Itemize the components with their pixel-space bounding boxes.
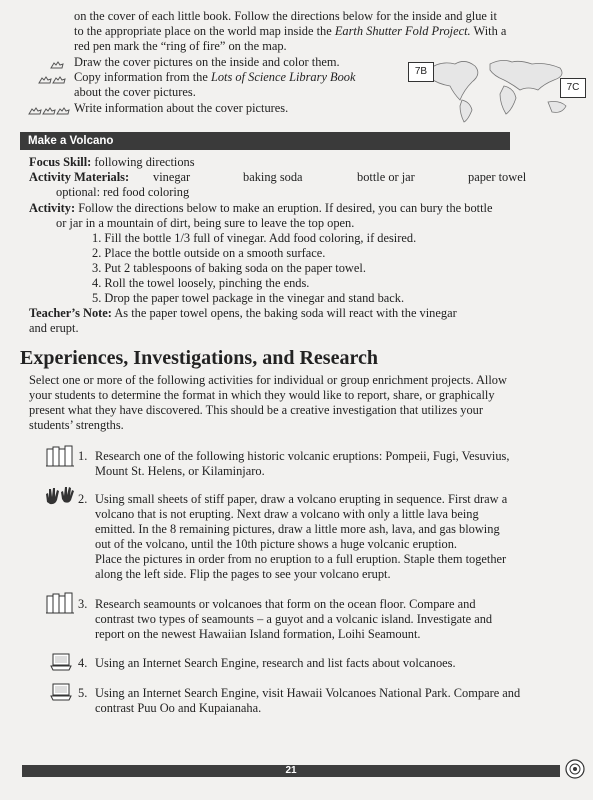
activity-step: 4. Roll the towel loosely, pinching the ends. <box>92 276 310 290</box>
books-icon <box>46 592 74 619</box>
world-map-icon <box>420 50 580 130</box>
step-text: Write information about the cover pictures. <box>74 101 289 115</box>
item-text: contrast Puu Oo and Kupaianaha. <box>95 701 262 715</box>
item-text: out of the volcano, until the 10th picture shows a huge volcanic eruption. <box>95 537 457 551</box>
intro-line: Select one or more of the following activities for individual or group enrichment projects. Allow <box>29 373 507 387</box>
books-icon <box>46 445 74 472</box>
activity-step: 5. Drop the paper towel package in the vinegar and stand back. <box>92 291 405 305</box>
page-footer <box>22 765 560 777</box>
focus-skill: Focus Skill: following directions <box>29 155 195 169</box>
step-text: about the cover pictures. <box>74 85 196 99</box>
page-number: 21 <box>285 765 297 776</box>
item-text: Using small sheets of stiff paper, draw a volcano erupting in sequence. First draw a <box>95 492 508 506</box>
item-text: Using an Internet Search Engine, visit Hawaii Volcanoes National Park. Compare and <box>95 686 521 700</box>
activity-step: 2. Place the bottle outside on a smooth surface. <box>92 246 326 260</box>
item-text: Using an Internet Search Engine, research and list facts about volcanoes. <box>95 656 456 670</box>
item-number: 5. <box>78 686 88 700</box>
text-line: on the cover of each little book. Follow the directions below for the inside and glue it <box>74 9 497 23</box>
item-number: 1. <box>78 449 88 463</box>
handprints-icon <box>44 484 76 511</box>
item-text: emitted. In the 8 remaining pictures, draw a little more ash, lava, and gas blowing <box>95 522 500 536</box>
section-header: Make a Volcano <box>20 132 510 150</box>
map-label: 7B <box>408 62 434 82</box>
item-text: report on the newest Hawaiian Island formation, Loihi Seamount. <box>95 627 421 641</box>
item-text: Place the pictures in order from no eruption to a full eruption. Staple them together <box>95 552 507 566</box>
item-text: Research seamounts or volcanoes that form on the ocean floor. Compare and <box>95 597 476 611</box>
hands-icon <box>38 72 66 90</box>
activity-text: Activity: Follow the directions below to make an eruption. If desired, you can bury the bottle <box>29 201 493 215</box>
item-text: along the left side. Flip the pages to see your volcano erupt. <box>95 567 391 581</box>
item-number: 4. <box>78 656 88 670</box>
material-item: baking soda <box>243 170 303 184</box>
hands-icon <box>28 103 70 121</box>
activity-step: 1. Fill the bottle 1/3 full of vinegar. Add food coloring, if desired. <box>92 231 417 245</box>
publisher-logo-icon <box>565 759 585 784</box>
material-item: bottle or jar <box>357 170 415 184</box>
step-text: Copy information from the Lots of Science Library Book <box>74 70 356 84</box>
item-number: 2. <box>78 492 88 506</box>
item-number: 3. <box>78 597 88 611</box>
item-text: Research one of the following historic volcanic eruptions: Pompeii, Fugi, Vesuvius, <box>95 449 510 463</box>
intro-line: your students to determine the format in which they would like to report, share, or graphically <box>29 388 495 402</box>
text-line: red pen mark the “ring of fire” on the map. <box>74 39 287 53</box>
material-optional: optional: red food coloring <box>56 185 190 199</box>
materials-label: Activity Materials: <box>29 170 130 184</box>
activity-text: or jar in a mountain of dirt, being sure to leave the top open. <box>56 216 355 230</box>
material-item: paper towel <box>468 170 527 184</box>
teacher-note: and erupt. <box>29 321 79 335</box>
material-item: vinegar <box>153 170 191 184</box>
step-text: Draw the cover pictures on the inside and color them. <box>74 55 340 69</box>
item-text: Mount St. Helens, or Kilaminjaro. <box>95 464 265 478</box>
item-text: contrast two types of seamounts – a guyot and a volcanic island. Investigate and <box>95 612 493 626</box>
intro-line: present what they have discovered. This should be a creative investigation that utilizes your <box>29 403 483 417</box>
map-label: 7C <box>560 78 586 98</box>
item-text: volcano that is not erupting. Next draw a volcano with only a little lava being <box>95 507 479 521</box>
activity-step: 3. Put 2 tablespoons of baking soda on the paper towel. <box>92 261 366 275</box>
section-heading: Experiences, Investigations, and Research <box>20 347 378 369</box>
teacher-note: Teacher’s Note: As the paper towel opens, the baking soda will react with the vinegar <box>29 306 457 320</box>
text-line: to the appropriate place on the world map inside the Earth Shutter Fold Project. With a <box>74 24 507 38</box>
computer-icon <box>50 683 72 706</box>
intro-line: students’ strengths. <box>29 418 124 432</box>
computer-icon <box>50 653 72 676</box>
